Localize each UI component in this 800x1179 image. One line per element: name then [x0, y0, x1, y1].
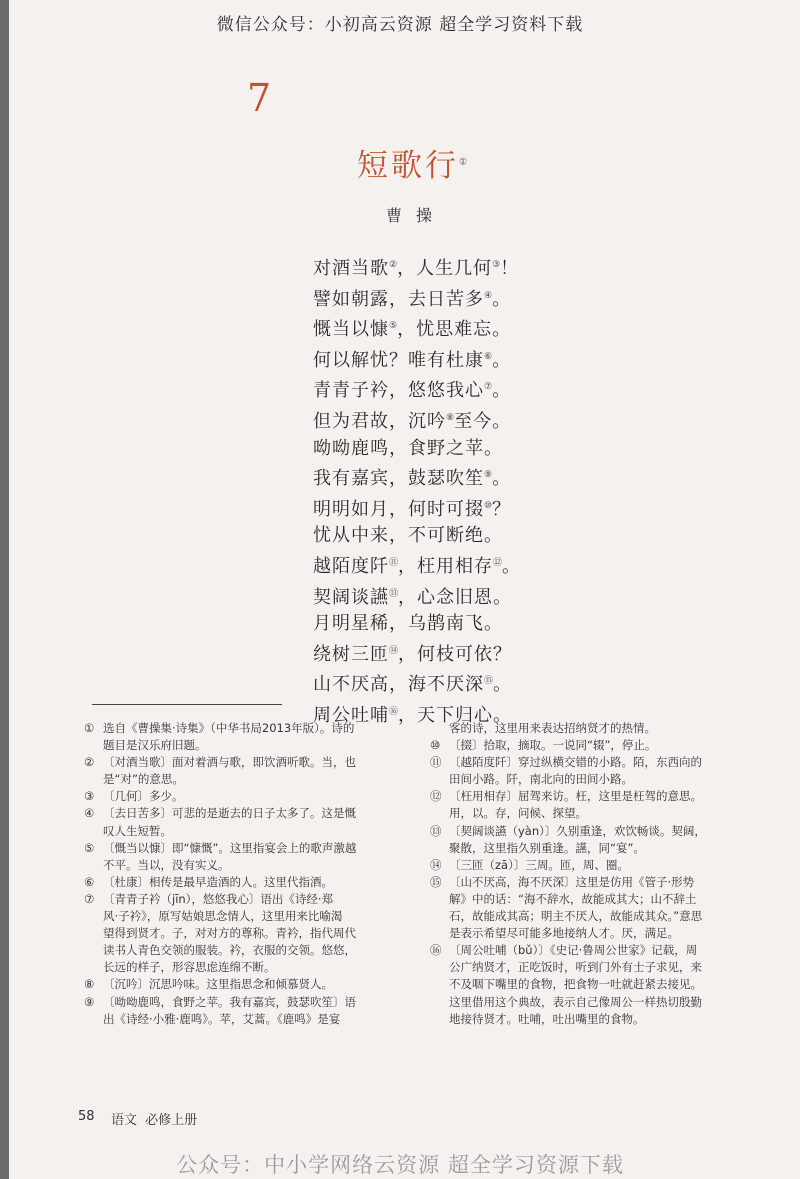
footnote-divider	[92, 704, 282, 705]
note-marker: ⑮	[484, 676, 494, 687]
note-marker: ⑫	[493, 557, 503, 568]
note-marker: ③	[492, 260, 501, 270]
poem-line	[313, 611, 521, 638]
poem-text: ！	[500, 258, 520, 279]
footnote-number: ⑨	[84, 994, 95, 1009]
footnote	[430, 857, 738, 874]
poem-text: ，枉用相存	[398, 555, 494, 577]
top-watermark: 微信公众号：小初高云资源 超全学习资料下载	[216, 15, 584, 35]
footnote-line: 公广纳贤才，正吃饭时，听到门外有士子求见，来	[449, 960, 702, 975]
footnote-text	[449, 874, 738, 942]
poem-text: ，人生几何	[397, 258, 493, 279]
footnote	[84, 840, 386, 874]
poem-text: 青青子衿，悠悠我心	[313, 380, 484, 402]
footnote	[430, 788, 738, 822]
footnote-line: 〔越陌度阡〕穿过纵横交错的小路。陌，东西向的	[449, 755, 702, 770]
poem-text: 绕树三匝	[313, 643, 389, 665]
footnote-line: 〔枉用相存〕屈驾来访。枉，这里是枉驾的意思。	[449, 789, 702, 804]
poem-text: 。	[502, 555, 522, 577]
footnote-text	[449, 737, 738, 754]
poem-line	[313, 374, 521, 405]
footnote-number: ⑧	[84, 977, 95, 992]
footnote	[84, 976, 386, 993]
poem-text: 越陌度阡	[313, 555, 389, 577]
footnote-number: ⑪	[430, 755, 442, 770]
footnote-number: ⑮	[430, 874, 442, 889]
note-marker: ⑯	[389, 706, 399, 717]
poem-line	[313, 550, 521, 581]
poem-text: 契阔谈讌	[313, 586, 389, 608]
poem-line	[313, 638, 521, 669]
footnote	[430, 942, 738, 1027]
footnote	[84, 788, 386, 805]
footnote-line: 〔掇〕拾取，摘取。一说同“辍”，停止。	[449, 738, 657, 753]
poem-text: 至今。	[454, 410, 512, 432]
note-marker: ⑪	[389, 557, 399, 568]
footnote-line: 〔几何〕多少。	[103, 789, 184, 804]
footnote-line: 〔三匝（zā）〕三周。匝，周、圈。	[449, 857, 629, 872]
footnote-number: ⑬	[430, 823, 442, 838]
footnote-number: ⑩	[430, 738, 441, 753]
footnote-line: 〔慨当以慷〕即“慷慨”。这里指宴会上的歌声激越	[103, 840, 357, 855]
footnote-text	[449, 823, 738, 857]
footnote-number: ②	[84, 755, 95, 770]
footnote-number: ①	[84, 721, 95, 735]
footnote-text	[103, 874, 386, 891]
footnote-line: 地接待贤才。吐哺，吐出嘴里的食物。	[449, 1011, 645, 1026]
note-marker: ④	[484, 290, 493, 301]
poem-line	[313, 523, 521, 550]
footnote-line: 〔呦呦鹿鸣，食野之苹。我有嘉宾，鼓瑟吹笙〕语	[103, 994, 356, 1009]
footnote-text	[103, 891, 386, 976]
footnote	[84, 891, 386, 976]
footnote-number: ④	[84, 806, 95, 821]
poem-text: ，天下归心。	[398, 704, 513, 726]
poem-line	[313, 493, 521, 524]
footnote-line: 石，故能成其高；明主不厌人，故能成其众。”意思	[449, 909, 703, 924]
poem-text: 对酒当歌	[313, 258, 389, 279]
poem-line	[313, 405, 521, 436]
footnote-number: ⑭	[430, 857, 442, 872]
footnote-number: ③	[84, 789, 95, 804]
note-marker: ⑩	[484, 500, 493, 511]
poem-line	[313, 668, 521, 699]
note-marker: ⑦	[484, 382, 493, 393]
footnote-line: 是表示希望尽可能多地接纳人才。厌，满足。	[449, 926, 679, 941]
footnotes-right-column	[430, 720, 738, 1028]
footnote-line: 〔山不厌高，海不厌深〕这里是仿用《管子·形势	[449, 874, 695, 889]
note-marker: ⑧	[446, 412, 455, 423]
footnote-line: 题目是汉乐府旧题。	[103, 738, 207, 753]
footnote-line: 〔去日苦多〕可悲的是逝去的日子太多了。这是慨	[103, 806, 356, 821]
footnote-text	[103, 805, 386, 839]
footnote	[84, 720, 386, 754]
footnote-text	[449, 942, 738, 1027]
footnote-line: 〔杜康〕相传是最早造酒的人。这里代指酒。	[103, 874, 333, 889]
lesson-number: 7	[247, 76, 272, 120]
footnote	[430, 754, 738, 788]
note-marker: ⑭	[389, 645, 399, 656]
poem-line	[313, 344, 521, 375]
footnote-line: 是“对”的意思。	[103, 772, 184, 787]
footnote-line: 〔契阔谈讌（yàn）〕久别重逢，欢饮畅谈。契阔，	[449, 823, 706, 838]
note-marker: ⑥	[484, 351, 493, 362]
poem-text: 慨当以慷	[313, 319, 389, 341]
poem-text: 何以解忧？唯有杜康	[313, 349, 484, 371]
footnote-line: 不及咽下嘴里的食物，把食物一吐就赶紧去接见。	[449, 977, 702, 992]
footnote-line: 〔沉吟〕沉思吟味。这里指思念和倾慕贤人。	[103, 977, 333, 992]
footnote-line: 选自《曹操集·诗集》（中华书局2013年版）。诗的	[103, 721, 355, 735]
footnote-line: 叹人生短暂。	[103, 823, 172, 838]
scan-edge	[0, 0, 9, 1179]
poem-line	[313, 462, 521, 493]
footnote-continuation: 客的诗，这里用来表达招纳贤才的热情。	[449, 721, 656, 735]
bottom-watermark: 公众号：中小学网络云资源 超全学习资源下载	[176, 1153, 624, 1177]
poem-text: 。	[492, 380, 512, 402]
footnote-text	[103, 754, 386, 788]
poem-text: 我有嘉宾，鼓瑟吹笙	[313, 468, 484, 490]
footnote-line: 聚散，这里指久别重逢。讌，同“宴”。	[449, 840, 645, 855]
footnote-line: 用，以。存，问候、探望。	[449, 806, 587, 821]
note-marker: ⑨	[484, 470, 493, 481]
footnote-text	[449, 754, 738, 788]
page-number: 58	[78, 1109, 95, 1124]
footnote-number: ⑯	[430, 943, 442, 958]
footnote-line: 风·子衿》，原写姑娘思念情人，这里用来比喻渴	[103, 909, 343, 924]
poem-text: 。	[492, 468, 512, 490]
footnote	[84, 805, 386, 839]
footnote-line: 出《诗经·小雅·鹿鸣》。苹，艾蒿。《鹿鸣》是宴	[103, 1011, 341, 1026]
poem-line	[313, 313, 521, 344]
title-note-marker: ①	[459, 157, 468, 168]
book-name: 语文 必修上册	[111, 1113, 198, 1128]
footnote-line: 读书人青色交领的服装。衿，衣服的交领。悠悠，	[103, 943, 356, 958]
footnote-text	[103, 994, 386, 1028]
poem-text: 明明如月，何时可掇	[313, 498, 484, 520]
note-marker: ②	[389, 260, 398, 270]
poem-text: 但为君故，沉吟	[313, 410, 446, 432]
footnote-number: ⑦	[84, 891, 95, 906]
footnote-line: 〔青青子衿（jīn），悠悠我心〕语出《诗经·郑	[103, 891, 334, 906]
poem-text: 呦呦鹿鸣，食野之苹。	[313, 437, 503, 459]
poem-text: ，何枝可依？	[398, 643, 513, 665]
poem-text: 。	[493, 674, 513, 696]
footnote	[430, 874, 738, 942]
footnote-number: ⑫	[430, 789, 442, 804]
title-text: 短歌行	[357, 148, 459, 184]
footnote-line: 这里借用这个典故，表示自己像周公一样热切殷勤	[449, 994, 702, 1009]
footnote-text	[449, 857, 738, 874]
poem-text: 山不厌高，海不厌深	[313, 674, 484, 696]
footnote-line: 〔对酒当歌〕面对着酒与歌，即饮酒听歌。当，也	[103, 755, 356, 770]
footnote	[430, 737, 738, 754]
footnote-text	[449, 788, 738, 822]
poem-text: 。	[492, 349, 512, 371]
poem-text: ，心念旧恩。	[398, 586, 513, 608]
footnote-text	[103, 840, 386, 874]
footnote-number: ⑥	[84, 874, 95, 889]
footnotes-left-column	[84, 720, 386, 1028]
poem-text: 忧从中来，不可断绝。	[313, 525, 503, 547]
poem-text: 。	[492, 288, 512, 310]
poem-text: 月明星稀，乌鹊南飞。	[313, 613, 503, 635]
footnote	[84, 994, 386, 1028]
note-marker: ⑤	[389, 321, 398, 332]
poem-line	[313, 436, 521, 463]
poem-text: 譬如朝露，去日苦多	[313, 288, 484, 310]
footnote-text	[103, 788, 386, 805]
footnote-line: 不平。当以，没有实义。	[103, 857, 230, 872]
poem-text: ，忧思难忘。	[397, 319, 512, 341]
footnote-line: 解》中的话：“海不辞水，故能成其大；山不辞土	[449, 891, 697, 906]
footnote	[84, 874, 386, 891]
footnote-line: 〔周公吐哺（bǔ）〕《史记·鲁周公世家》记载，周	[449, 943, 698, 958]
poem-author: 曹操	[386, 206, 447, 225]
poem-text: 周公吐哺	[313, 704, 389, 726]
poem-body	[313, 252, 521, 730]
footnote	[84, 754, 386, 788]
note-marker: ⑬	[389, 588, 399, 599]
poem-title	[357, 140, 467, 185]
footnote-text	[103, 720, 386, 754]
footnote-line: 长远的样子，形容思虑连绵不断。	[103, 960, 276, 975]
footnote-line: 望得到贤才。子，对对方的尊称。青衿，指代周代	[103, 926, 356, 941]
footnote-text	[103, 976, 386, 993]
footnote-line: 田间小路。阡，南北向的田间小路。	[449, 772, 633, 787]
footnote-number: ⑤	[84, 840, 95, 855]
poem-line	[313, 283, 521, 314]
poem-line	[313, 581, 521, 612]
footnote	[430, 823, 738, 857]
poem-text: ？	[492, 498, 512, 520]
poem-line	[313, 252, 521, 283]
